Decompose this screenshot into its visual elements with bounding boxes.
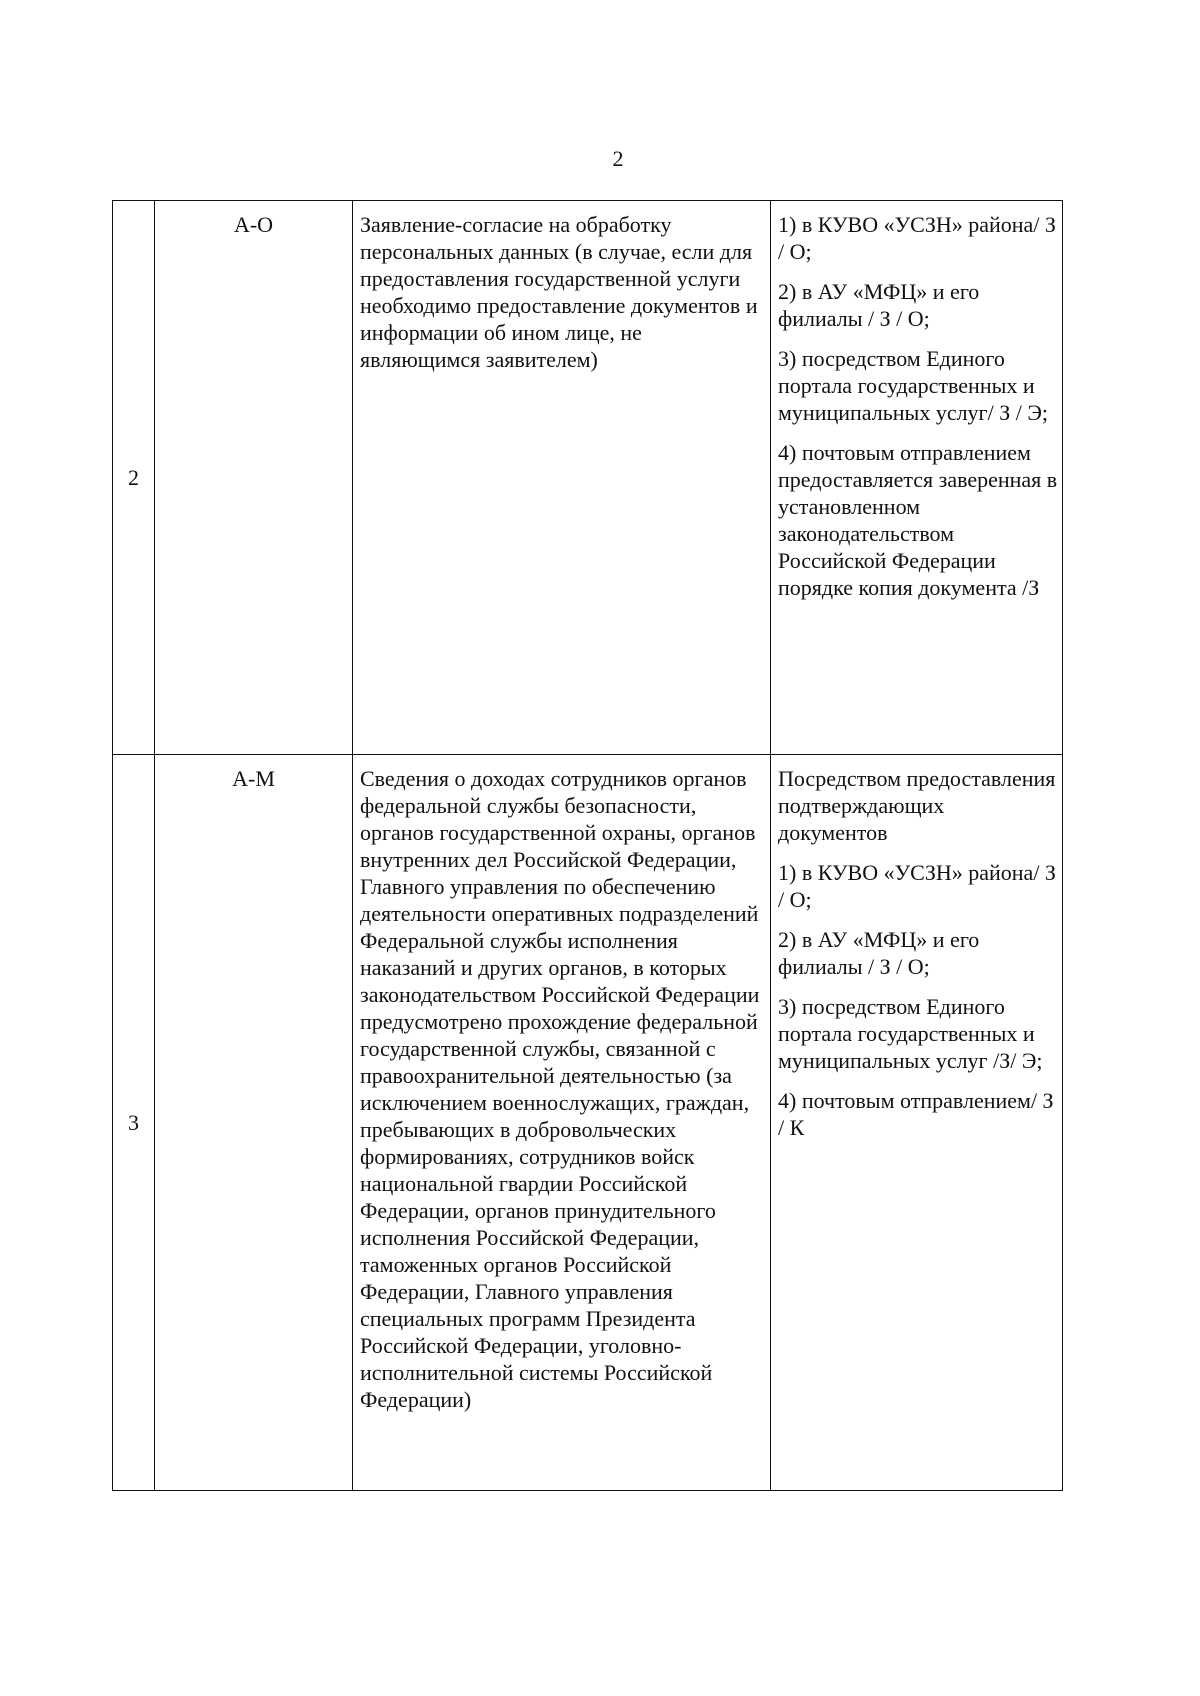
submission-method: 4) почтовым отправлением/ З / К xyxy=(778,1088,1054,1140)
document-description: Сведения о доходах сотрудников органов федеральной службы безопасности, органов государственной охраны, органов внутренних дел Российской Федерации, Главного управления по обеспечению деятельности оперативных подразделений Федеральной службы исполнения наказаний и других органов, в которых законодательством Российской Федерации предусмотрено прохождение федеральной государственной службы, связанной с правоохранительной деятельностью (за исключением военнослужащих, граждан, пребывающих в добровольческих формированиях, сотрудников войск национальной гвардии Российской Федерации, органов принудительного исполнения Российской Федерации, таможенных органов Российской Федерации, Главного управления специальных программ Президента Российской Федерации, уголовно-исполнительной системы Российской Федерации) xyxy=(353,755,771,1491)
submission-method: 3) посредством Единого портала государственных и муниципальных услуг/ З / Э; xyxy=(778,346,1048,425)
row-number: 3 xyxy=(113,755,155,1491)
submission-method: 2) в АУ «МФЦ» и его филиалы / З / О; xyxy=(778,927,980,979)
table-row xyxy=(113,201,1063,755)
documents-table xyxy=(112,200,1063,1491)
applicant-code: А-О xyxy=(155,201,353,755)
row-number: 2 xyxy=(113,201,155,755)
page-number: 2 xyxy=(612,146,624,171)
table-row xyxy=(113,755,1063,1491)
submission-methods xyxy=(771,755,1063,1491)
submission-intro: Посредством предоставления подтверждающих документов xyxy=(778,766,1056,845)
submission-methods xyxy=(771,201,1063,755)
submission-method: 1) в КУВО «УСЗН» района/ З / О; xyxy=(778,212,1056,264)
applicant-code: А-М xyxy=(155,755,353,1491)
document-description: Заявление-согласие на обработку персональных данных (в случае, если для предоставления государственной услуги необходимо предоставление документов и информации об ином лице, не являющимся заявителем) xyxy=(353,201,771,755)
submission-method: 3) посредством Единого портала государственных и муниципальных услуг /З/ Э; xyxy=(778,994,1043,1073)
submission-method: 4) почтовым отправлением предоставляется заверенная в установленном законодательством Российской Федерации порядке копия документа /З xyxy=(778,440,1058,600)
submission-method: 1) в КУВО «УСЗН» района/ З / О; xyxy=(778,860,1056,912)
submission-method: 2) в АУ «МФЦ» и его филиалы / З / О; xyxy=(778,279,980,331)
